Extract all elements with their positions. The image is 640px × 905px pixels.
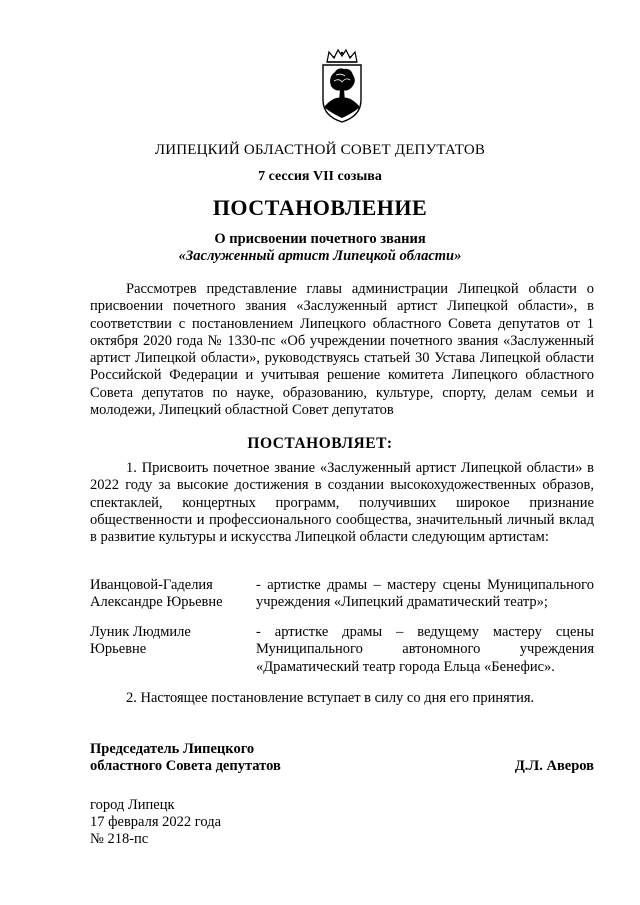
- footer-number: № 218-пс: [90, 831, 149, 847]
- intro-paragraph: Рассмотрев представление главы администрации Липецкой области о присвоении почетного звания «Заслуженный артист Липецкой области», в соответствии с постановлением Липецкого областного Совета депутатов от 1 октября 2020 года № 1330-пс «Об учреждении почетного звания «Заслуженный артист Липецкой области», руководствуясь статьей 30 Устава Липецкой области Российской Федерации и учитывая решение комитета Липецкого областного Совета депутатов по науке, образованию, культуре, спорту, делам семьи и молодежи, Липецкий областной Совет депутатов: [90, 281, 594, 419]
- point-2-paragraph: 2. Настоящее постановление вступает в силу со дня его принятия.: [126, 690, 535, 706]
- awardee-name: Иванцовой-Гаделия Александре Юрьевне: [90, 577, 223, 611]
- point-1-paragraph: 1. Присвоить почетное звание «Заслуженный артист Липецкой области» в 2022 году за высокие достижения в создании высокохудожественных образов, спектаклей, концертных программ, получивших широкое признание общественности и профессионального сообщества, значительный личный вклад в развитие культуры и искусства Липецкой области следующим артистам:: [90, 460, 594, 546]
- footer-city: город Липецк: [90, 797, 175, 813]
- awardee-description: - артистке драмы – ведущему мастеру сцены Муниципального автономного учреждения «Драматический театр города Ельца «Бенефис».: [256, 624, 594, 675]
- subject-line-2: «Заслуженный артист Липецкой области»: [178, 248, 462, 264]
- signature-title-line-2: областного Совета депутатов: [90, 758, 281, 774]
- awardee-name: Луник Людмиле Юрьевне: [90, 624, 191, 658]
- session-label: 7 сессия VII созыва: [258, 169, 382, 184]
- signer-name: Д.Л. Аверов: [514, 758, 594, 774]
- council-name: ЛИПЕЦКИЙ ОБЛАСТНОЙ СОВЕТ ДЕПУТАТОВ: [154, 142, 486, 158]
- awardee-description: - артистке драмы – мастеру сцены Муниципального учреждения «Липецкий драматический театр»;: [256, 577, 594, 611]
- signature-title-line-1: Председатель Липецкого: [90, 741, 255, 757]
- footer-date: 17 февраля 2022 года: [90, 814, 222, 830]
- subject-line-1: О присвоении почетного звания: [214, 231, 426, 247]
- document-type-title: ПОСТАНОВЛЕНИЕ: [212, 195, 428, 220]
- decree-heading: ПОСТАНОВЛЯЕТ:: [247, 435, 393, 452]
- signature-block: [90, 758, 594, 775]
- coat-of-arms-icon: [317, 48, 367, 124]
